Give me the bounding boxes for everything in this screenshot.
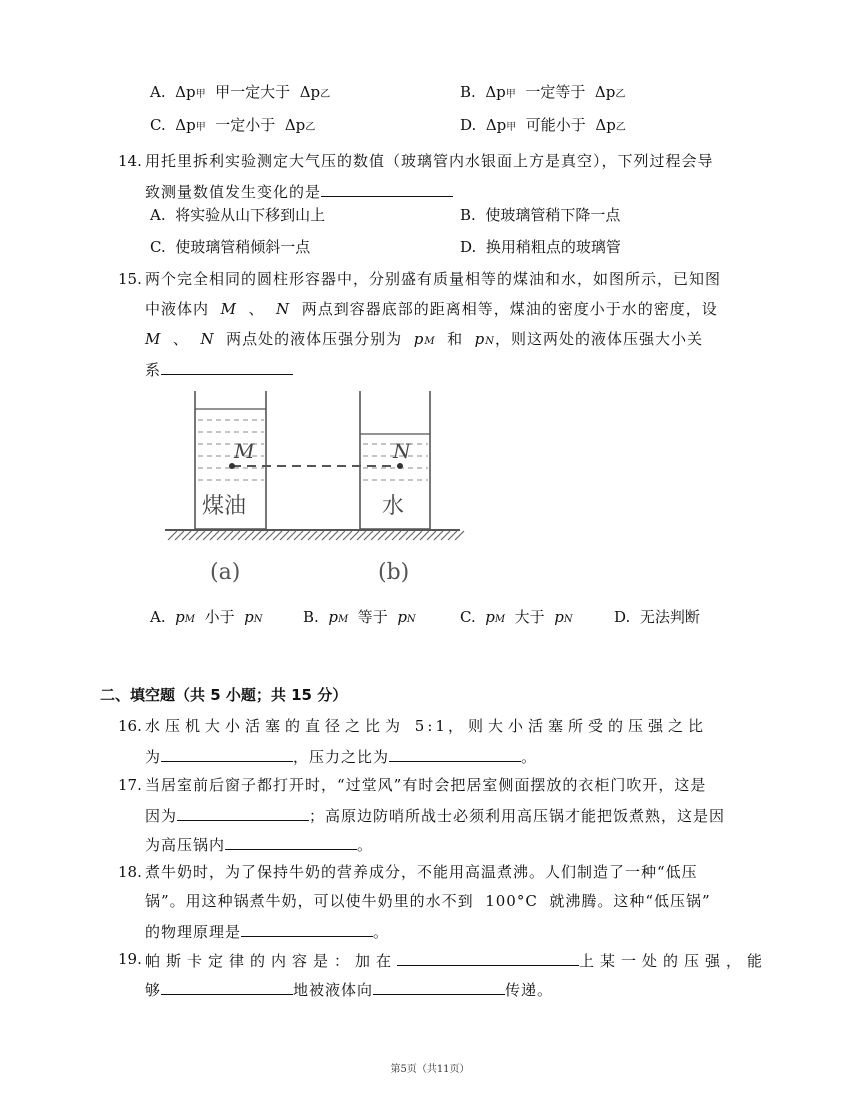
- q18-stem-line2: [145, 891, 711, 911]
- q14-option-a: [150, 205, 325, 225]
- q14-option-d: [460, 237, 621, 257]
- q17-stem-line2: [145, 804, 725, 826]
- q18-text: 的物理原理是: [145, 923, 242, 941]
- q14-stem-line1: 用托里拆利实验测定大气压的数值（玻璃管内水银面上方是真空），下列过程会导: [145, 152, 714, 170]
- q16-blank-force-ratio[interactable]: [389, 745, 521, 762]
- q19-blank-1[interactable]: [397, 949, 579, 966]
- option-text: 一定大于: [230, 83, 291, 101]
- point-n: [397, 463, 403, 469]
- subscript: 乙: [615, 122, 626, 133]
- subscript-n: N: [563, 614, 573, 625]
- q15-text: 系: [145, 361, 162, 379]
- liquid-label-water: 水: [382, 494, 405, 519]
- q19-text: 帕斯卡定律的内容是：加在: [145, 952, 398, 970]
- q19-stem-line2: [145, 978, 553, 1000]
- q14-answer-blank[interactable]: [321, 180, 453, 197]
- option-label: D.: [460, 116, 477, 134]
- subscript-n: N: [253, 614, 263, 625]
- option-text: 使玻璃管稍下降一点: [485, 206, 621, 224]
- option-label: A.: [150, 608, 166, 626]
- subscript-n: N: [406, 614, 416, 625]
- option-label: A.: [150, 206, 166, 224]
- q15-text: 两点到容器底部的距离相等，煤油的密度小于水的密度，设: [301, 300, 718, 318]
- q17-stem-line3: [145, 833, 373, 855]
- option-text: 一定小于: [215, 116, 276, 134]
- subscript-m: M: [337, 614, 349, 625]
- q16-text: 为: [145, 748, 162, 766]
- var-p: p: [175, 608, 185, 626]
- q15-text: 和: [447, 330, 464, 348]
- q15-option-a: [150, 607, 262, 630]
- q14-stem-line2: [145, 180, 453, 202]
- q17-blank-2[interactable]: [225, 833, 357, 850]
- label-m: M: [234, 439, 255, 463]
- q19-blank-3[interactable]: [373, 978, 505, 995]
- q19-blank-2[interactable]: [161, 978, 293, 995]
- q19-text: 地被液体向: [293, 981, 374, 999]
- q19-text: 上某一处的压强，能: [579, 952, 769, 970]
- containers-figure: [160, 388, 470, 588]
- question-number: 18.: [118, 863, 142, 881]
- var-p: p: [328, 608, 338, 626]
- q13-option-d: [460, 115, 626, 138]
- q16-text: ，压力之比为: [293, 748, 390, 766]
- option-label: A.: [150, 83, 166, 101]
- liquid-label-kerosene: 煤油: [202, 494, 247, 519]
- q15-stem-line2: [145, 299, 718, 319]
- delta-p: Δp: [284, 116, 306, 134]
- point-m: [229, 463, 235, 469]
- q14-option-c: [150, 237, 310, 257]
- q15-option-d: [614, 607, 700, 627]
- q17-text: 因为: [145, 807, 178, 825]
- delta-p: Δp: [175, 116, 196, 134]
- q15-text: ，则这两处的液体压强大小关: [495, 330, 704, 348]
- q15-answer-blank[interactable]: [161, 358, 293, 375]
- var-m: M: [220, 300, 237, 318]
- q14-option-b: [460, 205, 620, 225]
- q18-text: 。: [373, 923, 390, 941]
- page-footer: 第5页（共11页）: [390, 1064, 470, 1075]
- option-label: B.: [303, 608, 319, 626]
- q15-stem-line3: [145, 329, 703, 352]
- separator: 、: [248, 300, 265, 318]
- subscript: 乙: [615, 89, 626, 100]
- var-m: M: [145, 330, 162, 348]
- q15-option-c: [460, 607, 573, 630]
- q17-text: 。: [357, 836, 374, 854]
- q13-option-c: [150, 115, 315, 138]
- ratio-value: 5:1: [414, 717, 448, 735]
- question-number: 16.: [118, 717, 142, 735]
- subscript: 乙: [320, 89, 331, 100]
- q16-stem-line2: [145, 745, 537, 767]
- q17-stem-line1: 当居室前后窗子都打开时，“过堂风”有时会把居室侧面摆放的衣柜门吹开，这是: [145, 776, 707, 794]
- option-text: 可能小于: [525, 116, 586, 134]
- ground-hatching: [168, 531, 464, 540]
- option-text: 小于: [204, 608, 235, 626]
- question-number: 17.: [118, 776, 142, 794]
- q19-text: 够: [145, 981, 162, 999]
- q18-stem-line3: [145, 920, 389, 942]
- caption-a: (a): [210, 560, 241, 585]
- q14-stem-text: 致测量数值发生变化的是: [145, 183, 322, 201]
- section-heading: 二、填空题（共 5 小题；共 15 分）: [100, 686, 348, 704]
- option-label: B.: [460, 206, 476, 224]
- var-p: p: [413, 330, 425, 348]
- option-label: C.: [460, 608, 476, 626]
- q15-text: 中液体内: [145, 300, 210, 318]
- q19-text: 传递。: [505, 981, 554, 999]
- delta-p: Δp: [299, 83, 321, 101]
- subscript-m: M: [184, 614, 196, 625]
- q13-option-a: A. Δp甲 甲一定大于 Δp乙: [150, 83, 331, 101]
- temperature-value: 100°C: [485, 892, 538, 910]
- separator: 、: [172, 330, 189, 348]
- q16-blank-pressure-ratio[interactable]: [161, 745, 293, 762]
- q18-stem-line1: 煮牛奶时，为了保持牛奶的营养成分，不能用高温煮沸。人们制造了一种“低压: [145, 863, 698, 881]
- subscript: 甲: [506, 122, 517, 133]
- q16-text: 。: [521, 748, 538, 766]
- q13-option-b: [460, 82, 625, 105]
- q15-text: 两点处的液体压强分别为: [226, 330, 403, 348]
- option-text: 一定等于: [525, 83, 586, 101]
- subscript: 乙: [305, 122, 316, 133]
- option-text: 无法判断: [639, 608, 700, 626]
- option-label: D.: [614, 608, 631, 626]
- q15-stem-line1: 两个完全相同的圆柱形容器中，分别盛有质量相等的煤油和水，如图所示，已知图: [145, 270, 722, 288]
- option-label: C.: [150, 238, 166, 256]
- option-text: 等于: [357, 608, 388, 626]
- q17-blank-1[interactable]: [177, 804, 309, 821]
- q18-text: 就沸腾。这种“低压锅”: [549, 892, 711, 910]
- question-number: 15.: [118, 270, 142, 288]
- option-label: D.: [460, 238, 477, 256]
- var-p: p: [397, 608, 407, 626]
- q16-text: ，则大小活塞所受的压强之比: [447, 717, 708, 735]
- subscript: 甲: [505, 89, 516, 100]
- option-text: 换用稍粗点的玻璃管: [485, 238, 621, 256]
- q17-text: ；高原边防哨所战士必须利用高压锅才能把饭煮熟，这是因: [309, 807, 726, 825]
- subscript-m: M: [494, 614, 506, 625]
- subscript: 甲: [195, 122, 206, 133]
- caption-b: (b): [378, 560, 410, 585]
- question-number: 19.: [118, 950, 142, 968]
- q15-stem-line4: [145, 358, 293, 380]
- option-text: 使玻璃管稍倾斜一点: [175, 238, 311, 256]
- question-number: 14.: [118, 152, 142, 170]
- subscript-n: N: [485, 336, 496, 347]
- var-p: p: [485, 608, 495, 626]
- option-label: C.: [150, 116, 166, 134]
- q18-text: 锅”。用这种锅煮牛奶，可以使牛奶里的水不到: [145, 892, 474, 910]
- option-text: 将实验从山下移到山上: [175, 206, 326, 224]
- q17-text: 为高压锅内: [145, 836, 226, 854]
- q19-stem-line1: [145, 949, 768, 971]
- label-n: N: [393, 439, 411, 463]
- delta-p: Δp: [175, 83, 196, 101]
- subscript-m: M: [424, 336, 436, 347]
- var-p: p: [554, 608, 564, 626]
- option-label: B.: [460, 83, 476, 101]
- subscript: 甲: [195, 89, 206, 100]
- var-n: N: [276, 300, 291, 318]
- q15-option-b: [303, 607, 416, 630]
- var-n: N: [200, 330, 215, 348]
- delta-p: Δp: [485, 83, 506, 101]
- q16-stem-line1: [145, 716, 708, 736]
- delta-p: Δp: [595, 116, 616, 134]
- delta-p: Δp: [485, 116, 507, 134]
- var-p: p: [244, 608, 254, 626]
- q16-text: 水压机大小活塞的直径之比为: [145, 717, 406, 735]
- q18-blank[interactable]: [241, 920, 373, 937]
- delta-p: Δp: [594, 83, 616, 101]
- var-p: p: [474, 330, 486, 348]
- option-text: 大于: [514, 608, 545, 626]
